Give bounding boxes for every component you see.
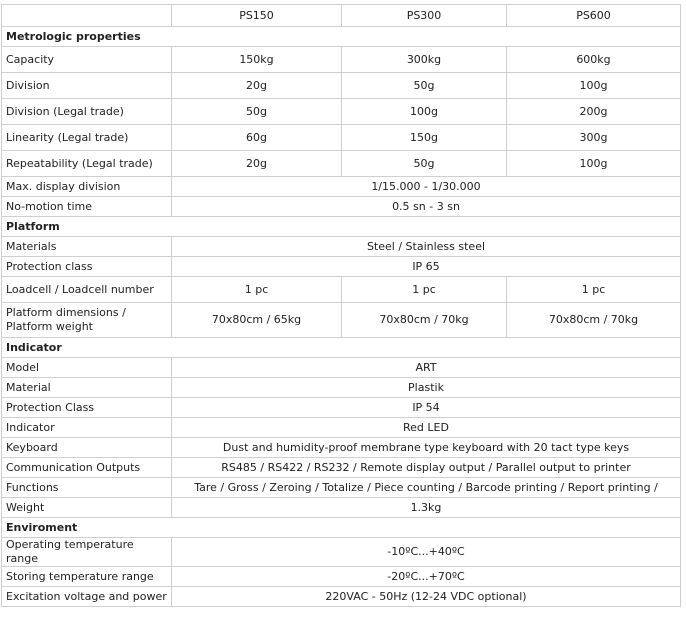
row-label: No-motion time (2, 197, 172, 217)
table-row-division-legal (2, 99, 681, 125)
table-row-linearity (2, 125, 681, 151)
row-label: Division (Legal trade) (2, 99, 172, 125)
cell-ps600: 1 pc (507, 277, 681, 303)
row-label: Indicator (2, 418, 172, 438)
cell-shared: Red LED (172, 418, 681, 438)
cell-ps150: 60g (172, 125, 342, 151)
header-row (2, 5, 681, 27)
cell-ps150: 20g (172, 73, 342, 99)
cell-ps300: 50g (342, 73, 507, 99)
section-row-environment (2, 518, 681, 538)
table-row-excitation (2, 587, 681, 607)
section-title-metrologic: Metrologic properties (2, 27, 681, 47)
cell-shared: Steel / Stainless steel (172, 237, 681, 257)
table-row-functions (2, 478, 681, 498)
table-row-protection-class (2, 257, 681, 277)
table-row-materials (2, 237, 681, 257)
row-label: Communication Outputs (2, 458, 172, 478)
cell-ps600: 100g (507, 73, 681, 99)
header-empty-cell (2, 5, 172, 27)
header-ps300: PS300 (342, 5, 507, 27)
table-row-loadcell (2, 277, 681, 303)
cell-shared: IP 65 (172, 257, 681, 277)
header-ps150: PS150 (172, 5, 342, 27)
section-row-platform (2, 217, 681, 237)
table-row-repeatability (2, 151, 681, 177)
cell-ps600: 70x80cm / 70kg (507, 303, 681, 338)
table-row-indicator (2, 418, 681, 438)
cell-shared: -10ºC...+40ºC (172, 538, 681, 567)
row-label: Protection class (2, 257, 172, 277)
table-row-platform-dimensions (2, 303, 681, 338)
cell-ps300: 150g (342, 125, 507, 151)
section-title-indicator: Indicator (2, 338, 681, 358)
cell-ps300: 1 pc (342, 277, 507, 303)
cell-ps300: 100g (342, 99, 507, 125)
row-label: Functions (2, 478, 172, 498)
table-row-material (2, 378, 681, 398)
cell-ps150: 20g (172, 151, 342, 177)
row-label: Materials (2, 237, 172, 257)
table-row-max-display (2, 177, 681, 197)
cell-ps600: 200g (507, 99, 681, 125)
section-row-indicator (2, 338, 681, 358)
table-row-communication (2, 458, 681, 478)
cell-ps600: 100g (507, 151, 681, 177)
cell-ps300: 70x80cm / 70kg (342, 303, 507, 338)
row-label: Loadcell / Loadcell number (2, 277, 172, 303)
cell-shared: 1/15.000 - 1/30.000 (172, 177, 681, 197)
table-row-weight (2, 498, 681, 518)
table-row-keyboard (2, 438, 681, 458)
row-label: Repeatability (Legal trade) (2, 151, 172, 177)
cell-shared: Plastik (172, 378, 681, 398)
table-row-no-motion (2, 197, 681, 217)
cell-shared: IP 54 (172, 398, 681, 418)
cell-shared: 0.5 sn - 3 sn (172, 197, 681, 217)
row-label: Capacity (2, 47, 172, 73)
table-row-division (2, 73, 681, 99)
cell-ps300: 50g (342, 151, 507, 177)
cell-shared: ART (172, 358, 681, 378)
table-row-storing-temp (2, 567, 681, 587)
cell-ps150: 70x80cm / 65kg (172, 303, 342, 338)
cell-ps150: 1 pc (172, 277, 342, 303)
header-ps600: PS600 (507, 5, 681, 27)
cell-ps600: 600kg (507, 47, 681, 73)
table-row-capacity (2, 47, 681, 73)
section-title-platform: Platform (2, 217, 681, 237)
table-row-model (2, 358, 681, 378)
cell-shared: Dust and humidity-proof membrane type keyboard with 20 tact type keys (172, 438, 681, 458)
cell-ps150: 50g (172, 99, 342, 125)
table-row-indicator-protection (2, 398, 681, 418)
cell-ps300: 300kg (342, 47, 507, 73)
section-row-metrologic (2, 27, 681, 47)
row-label: Excitation voltage and power (2, 587, 172, 607)
row-label: Model (2, 358, 172, 378)
cell-shared: -20ºC...+70ºC (172, 567, 681, 587)
row-label: Weight (2, 498, 172, 518)
row-label: Operating temperature range (2, 538, 172, 567)
row-label: Division (2, 73, 172, 99)
table-row-operating-temp (2, 538, 681, 567)
row-label: Material (2, 378, 172, 398)
row-label: Keyboard (2, 438, 172, 458)
row-label: Storing temperature range (2, 567, 172, 587)
cell-shared: RS485 / RS422 / RS232 / Remote display output / Parallel output to printer (172, 458, 681, 478)
spec-table (1, 4, 681, 607)
section-title-environment: Enviroment (2, 518, 681, 538)
cell-ps600: 300g (507, 125, 681, 151)
row-label: Platform dimensions / Platform weight (2, 303, 172, 338)
cell-shared: Tare / Gross / Zeroing / Totalize / Piece counting / Barcode printing / Report printing / (172, 478, 681, 498)
row-label: Linearity (Legal trade) (2, 125, 172, 151)
row-label: Max. display division (2, 177, 172, 197)
cell-shared: 220VAC - 50Hz (12-24 VDC optional) (172, 587, 681, 607)
row-label: Protection Class (2, 398, 172, 418)
cell-shared: 1.3kg (172, 498, 681, 518)
cell-ps150: 150kg (172, 47, 342, 73)
